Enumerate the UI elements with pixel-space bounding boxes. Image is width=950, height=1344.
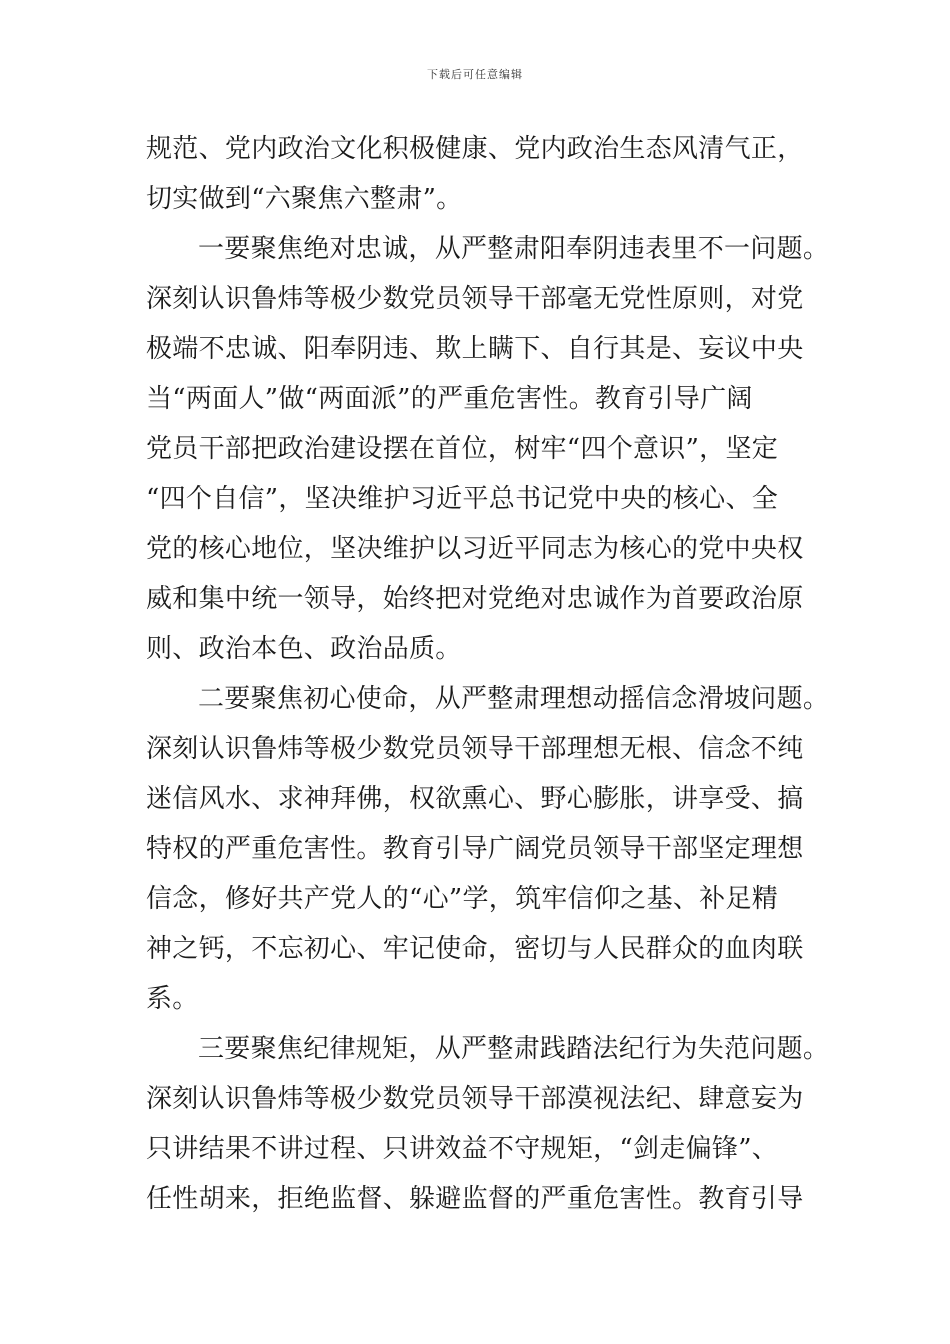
text-line: 深刻认识鲁炜等极少数党员领导干部理想无根、信念不纯 bbox=[146, 734, 804, 764]
text-line: 特权的严重危害性。教育引导广阔党员领导干部坚定理想 bbox=[146, 834, 804, 864]
page-header-note: 下载后可任意编辑 bbox=[427, 68, 523, 81]
paragraph-start-line: 一要聚焦绝对忠诚，从严整肃阳奉阴违表里不一问题。 bbox=[198, 234, 830, 264]
text-line: 深刻认识鲁炜等极少数党员领导干部毫无党性原则，对党 bbox=[146, 284, 804, 314]
text-line: 党的核心地位，坚决维护以习近平同志为核心的党中央权 bbox=[146, 534, 804, 564]
document-body bbox=[146, 124, 830, 1224]
text-line: 当“两面人”做“两面派”的严重危害性。教育引导广阔 bbox=[146, 384, 753, 414]
text-line: 威和集中统一领导，始终把对党绝对忠诚作为首要政治原 bbox=[146, 584, 804, 614]
text-line: 系。 bbox=[146, 984, 199, 1014]
text-line: 信念，修好共产党人的“心”学，筑牢信仰之基、补足精 bbox=[146, 884, 779, 914]
text-line: 任性胡来，拒绝监督、躲避监督的严重危害性。教育引导 bbox=[146, 1184, 804, 1214]
paragraph-start-line: 三要聚焦纪律规矩，从严整肃践踏法纪行为失范问题。 bbox=[198, 1034, 830, 1064]
text-line: 切实做到“六聚焦六整肃”。 bbox=[146, 184, 463, 214]
text-line: 党员干部把政治建设摆在首位，树牢“四个意识”，坚定 bbox=[146, 434, 779, 464]
text-line: 则、政治本色、政治品质。 bbox=[146, 634, 462, 664]
paragraph-start-line: 二要聚焦初心使命，从严整肃理想动摇信念滑坡问题。 bbox=[198, 684, 830, 714]
text-line: 迷信风水、求神拜佛，权欲熏心、野心膨胀，讲享受、搞 bbox=[146, 784, 804, 814]
text-line: 规范、党内政治文化积极健康、党内政治生态风清气正， bbox=[146, 134, 804, 164]
text-line: 极端不忠诚、阳奉阴违、欺上瞒下、自行其是、妄议中央 bbox=[146, 334, 804, 364]
text-line: 深刻认识鲁炜等极少数党员领导干部漠视法纪、肆意妄为 bbox=[146, 1084, 804, 1114]
text-line: 神之钙，不忘初心、牢记使命，密切与人民群众的血肉联 bbox=[146, 934, 804, 964]
text-line: 只讲结果不讲过程、只讲效益不守规矩，“剑走偏锋”、 bbox=[146, 1134, 779, 1164]
text-line: “四个自信”，坚决维护习近平总书记党中央的核心、全 bbox=[146, 484, 779, 514]
